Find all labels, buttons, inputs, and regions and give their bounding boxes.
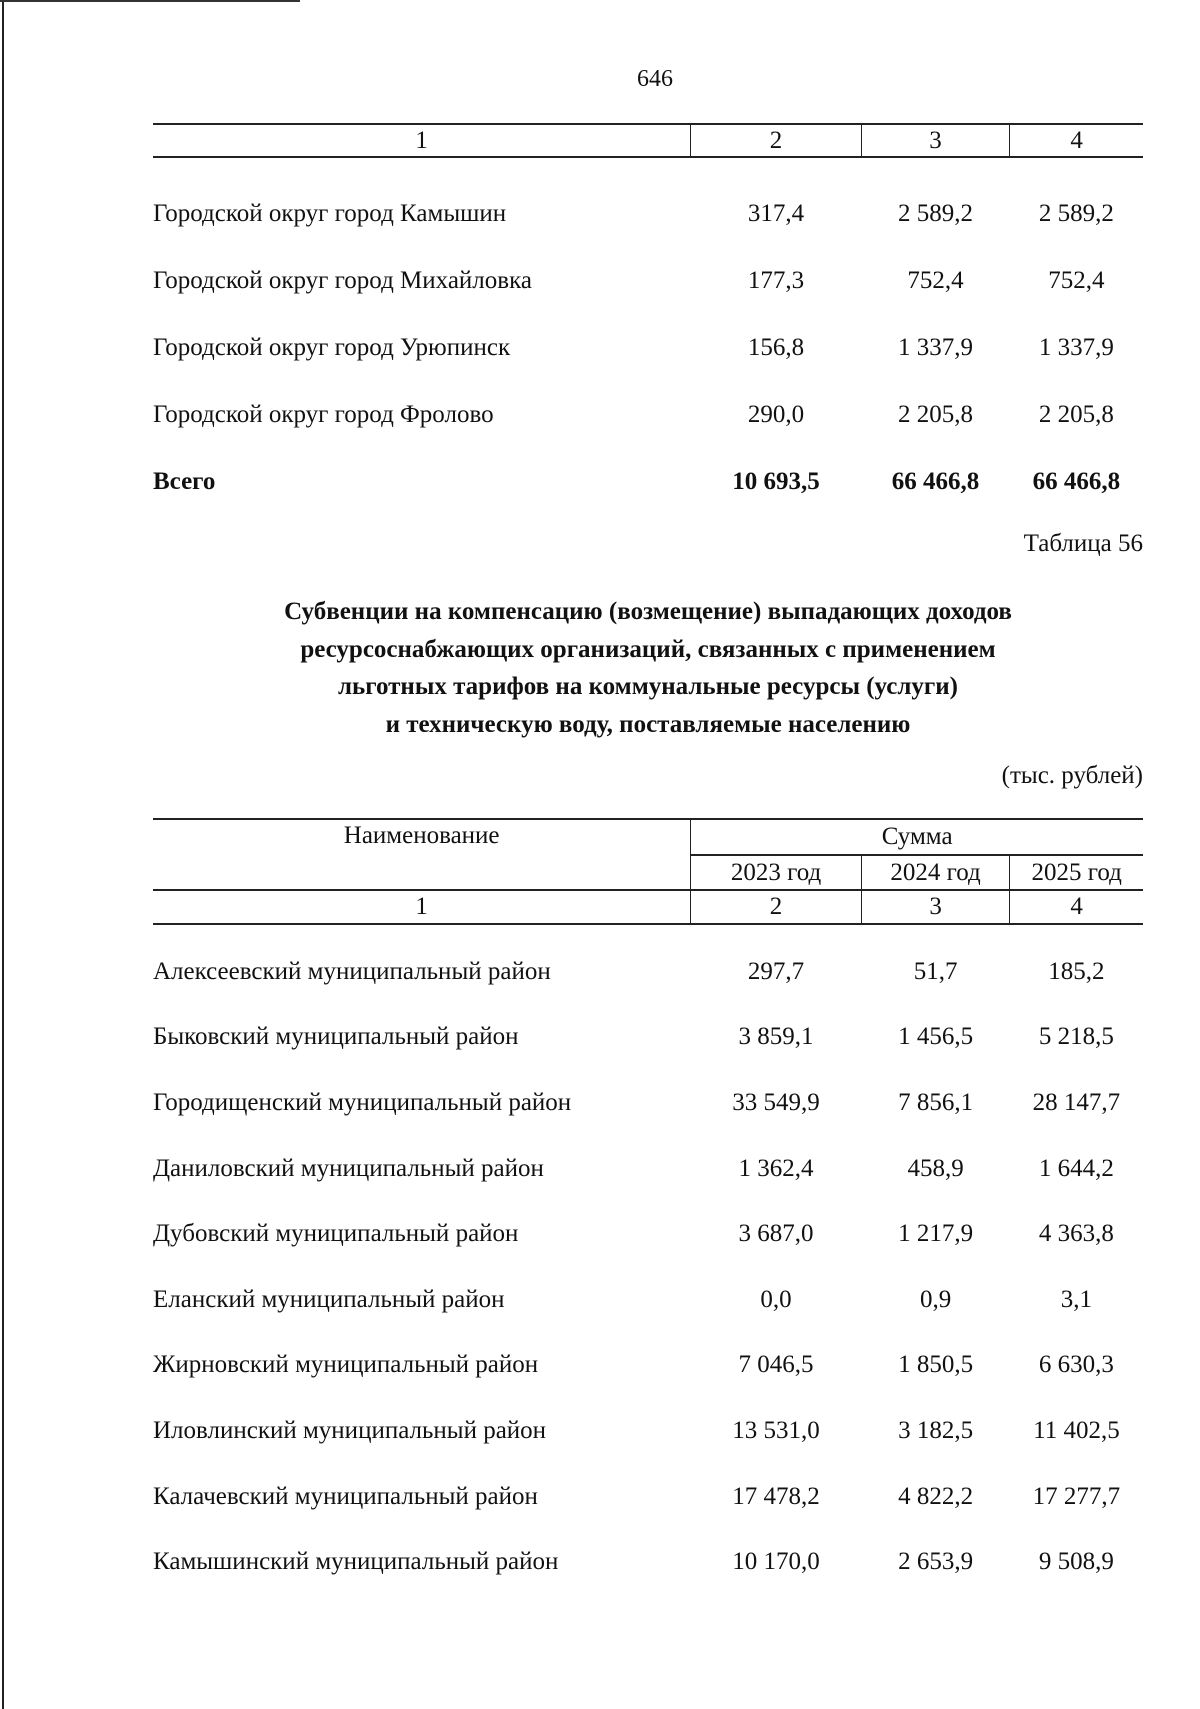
column-number-row [153, 124, 1143, 157]
value-2024: 7 856,1 [898, 1088, 974, 1116]
row-name: Городищенский муниципальный район [153, 1088, 572, 1116]
row-name: Еланский муниципальный район [153, 1285, 505, 1313]
value-2025: 6 630,3 [1038, 1351, 1114, 1379]
value-2024: 4 822,2 [898, 1482, 974, 1510]
value-2023: 7 046,5 [738, 1351, 814, 1379]
value-2025: 3,1 [1060, 1285, 1093, 1313]
row-name: Калачевский муниципальный район [153, 1482, 538, 1510]
row-name: Городской округ город Фролово [153, 400, 494, 428]
value-2024: 1 456,5 [898, 1023, 974, 1051]
spacer-row [153, 157, 1143, 180]
table-row [153, 1333, 1143, 1399]
value-2023: 297,7 [747, 957, 805, 985]
value-2023: 290,0 [747, 400, 805, 428]
column-number: 3 [861, 890, 1010, 924]
scan-border-top [0, 0, 300, 2]
row-name: Алексеевский муниципальный район [153, 957, 551, 985]
value-2025: 11 402,5 [1033, 1416, 1120, 1444]
value-2023: 13 531,0 [732, 1416, 820, 1444]
table-continued [153, 123, 1143, 515]
units-label: (тыс. рублей) [1001, 762, 1143, 789]
value-2023: 10 693,5 [732, 467, 820, 495]
row-name: Городской округ город Михайловка [153, 266, 532, 294]
value-2024: 66 466,8 [891, 467, 980, 495]
value-2023: 156,8 [747, 333, 805, 361]
value-2023: 10 170,0 [732, 1548, 820, 1576]
title-line: Субвенции на компенсацию (возмещение) выпадающих доходов [284, 598, 1012, 625]
header-year: 2024 год [861, 855, 1010, 890]
column-number-row [153, 890, 1143, 924]
value-2023: 177,3 [747, 266, 805, 294]
table-row [153, 1398, 1143, 1464]
page-number: 646 [637, 66, 673, 92]
column-number: 1 [153, 890, 691, 924]
spacer [153, 924, 1143, 939]
header-year: 2023 год [691, 855, 861, 890]
value-2024: 3 182,5 [898, 1416, 974, 1444]
column-number: 3 [861, 124, 1010, 157]
row-name: Камышинский муниципальный район [153, 1548, 559, 1576]
value-2024: 2 205,8 [898, 400, 974, 428]
row-name: Даниловский муниципальный район [153, 1154, 544, 1182]
header-row [153, 819, 1143, 855]
table-row [153, 939, 1143, 1005]
table-row [153, 1267, 1143, 1333]
table-row [153, 1464, 1143, 1530]
table-row [153, 448, 1143, 515]
column-number: 2 [691, 124, 862, 157]
table-row [153, 314, 1143, 381]
value-2023: 17 478,2 [732, 1482, 820, 1510]
table-row [153, 1070, 1143, 1136]
value-2025: 5 218,5 [1038, 1023, 1114, 1051]
value-2024: 1 850,5 [898, 1351, 974, 1379]
value-2025: 2 205,8 [1038, 400, 1114, 428]
value-2024: 752,4 [907, 266, 964, 294]
value-2025: 9 508,9 [1038, 1548, 1114, 1576]
value-2023: 317,4 [747, 199, 805, 227]
value-2023: 3 687,0 [738, 1220, 814, 1248]
table-row [153, 1005, 1143, 1071]
value-2025: 66 466,8 [1032, 467, 1121, 495]
value-2024: 0,9 [919, 1285, 952, 1313]
header-name: Наименование [153, 819, 691, 890]
table-row [153, 381, 1143, 448]
column-number: 4 [1010, 890, 1143, 924]
row-name: Жирновский муниципальный район [153, 1351, 539, 1379]
spacer [153, 157, 1143, 180]
value-2025: 1 644,2 [1038, 1154, 1114, 1182]
value-2024: 51,7 [913, 957, 958, 985]
value-2023: 3 859,1 [738, 1023, 814, 1051]
value-2024: 1 217,9 [898, 1220, 974, 1248]
title-line: ресурсоснабжающих организаций, связанных с применением [300, 635, 996, 663]
value-2025: 17 277,7 [1032, 1482, 1121, 1510]
value-2024: 2 589,2 [898, 199, 974, 227]
scan-border-left [2, 0, 4, 1709]
table-row [153, 247, 1143, 314]
title-line: и техническую воду, поставляемые населению [385, 710, 911, 738]
row-name: Городской округ город Урюпинск [153, 333, 511, 361]
value-2023: 0,0 [760, 1285, 792, 1313]
row-name: Городской округ город Камышин [153, 199, 507, 227]
table-label: Таблица 56 [1023, 530, 1143, 557]
column-number: 4 [1010, 124, 1143, 157]
value-2025: 1 337,9 [1038, 333, 1114, 361]
spacer-row [153, 924, 1143, 939]
row-name: Дубовский муниципальный район [153, 1220, 519, 1248]
column-number: 2 [691, 890, 861, 924]
table-title [153, 593, 1143, 743]
row-name: Быковский муниципальный район [153, 1023, 519, 1051]
row-name: Всего [153, 467, 216, 495]
value-2025: 185,2 [1048, 957, 1105, 985]
value-2025: 752,4 [1048, 266, 1105, 294]
value-2023: 1 362,4 [738, 1154, 814, 1182]
value-2023: 33 549,9 [732, 1088, 820, 1116]
table-row [153, 1136, 1143, 1202]
value-2024: 2 653,9 [898, 1548, 974, 1576]
value-2024: 458,9 [907, 1154, 964, 1182]
value-2025: 2 589,2 [1038, 199, 1114, 227]
value-2025: 28 147,7 [1032, 1088, 1121, 1116]
header-sum: Сумма [691, 819, 1143, 855]
table-row [153, 1201, 1143, 1267]
table-row [153, 1529, 1143, 1595]
value-2024: 1 337,9 [898, 333, 974, 361]
row-name: Иловлинский муниципальный район [153, 1416, 547, 1444]
header-year: 2025 год [1010, 855, 1143, 890]
table-row [153, 180, 1143, 247]
table-56 [153, 818, 1143, 1595]
value-2025: 4 363,8 [1038, 1220, 1114, 1248]
title-line: льготных тарифов на коммунальные ресурсы (услуги) [338, 673, 958, 700]
column-number: 1 [153, 124, 691, 157]
